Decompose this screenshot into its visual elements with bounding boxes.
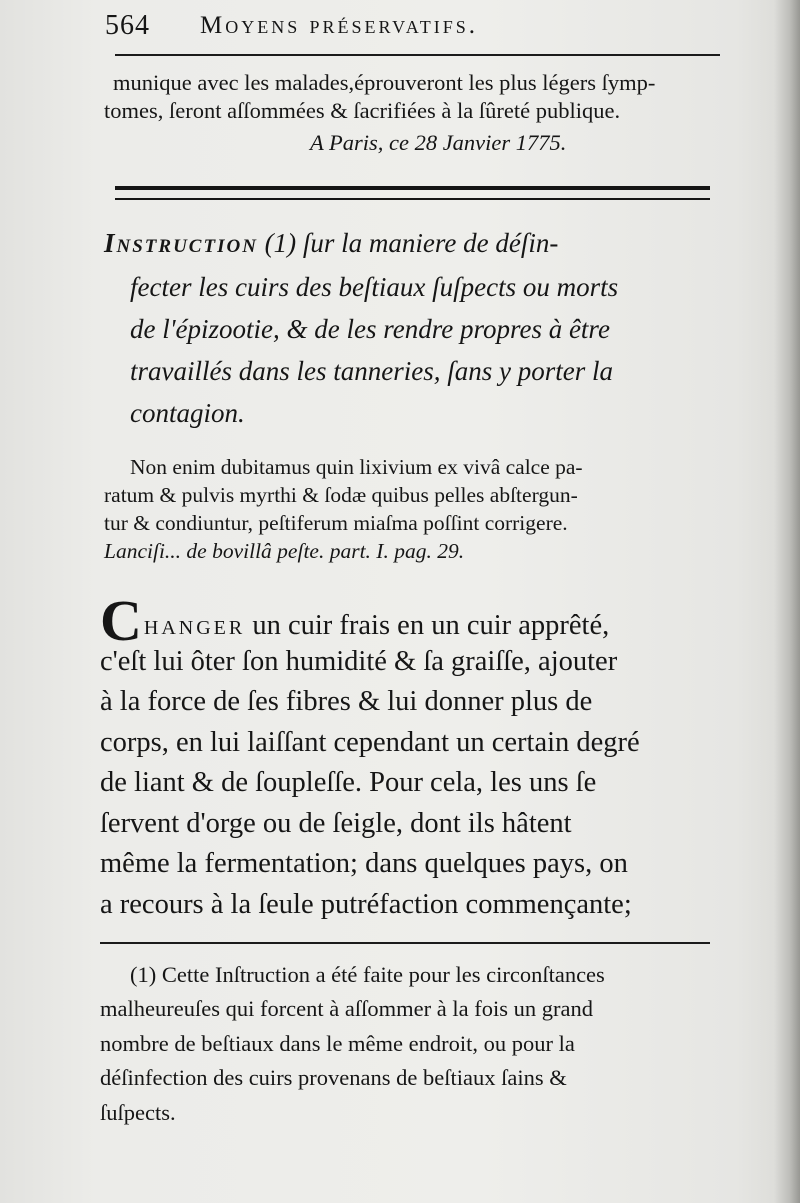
body-line: a recours à la ſeule putréfaction commençante; bbox=[100, 889, 632, 920]
page-edge-shadow bbox=[774, 0, 800, 1203]
text-line: tomes, ſeront aſſommées & ſacrifiées à la ſûreté publique. bbox=[104, 98, 621, 123]
title-line: (1) ſur la maniere de déſin- bbox=[264, 228, 559, 258]
footnote-line: ſuſpects. bbox=[100, 1100, 176, 1125]
footnote-line: malheureuſes qui forcent à aſſommer à la fois un grand bbox=[100, 996, 593, 1021]
opening-word: hanger bbox=[143, 610, 246, 641]
body-line: à la force de ſes fibres & lui donner plus de bbox=[100, 686, 593, 717]
body-line: ſervent d'orge ou de ſeigle, dont ils hâtent bbox=[100, 808, 572, 839]
footnote-line: (1) Cette Inſtruction a été faite pour les circonſtances bbox=[130, 962, 605, 987]
footnote-line: déſinfection des cuirs provenans de beſtiaux ſains & bbox=[100, 1065, 567, 1090]
section-rule-thick bbox=[115, 186, 710, 190]
title-line: travaillés dans les tanneries, ſans y porter la bbox=[130, 356, 613, 386]
drop-cap: C bbox=[100, 588, 142, 653]
body-line: corps, en lui laiſſant cependant un certain degré bbox=[100, 727, 640, 758]
header-rule bbox=[115, 54, 720, 56]
title-line: contagion. bbox=[130, 398, 245, 428]
epigraph-line: Non enim dubitamus quin lixivium ex vivâ calce pa- bbox=[130, 455, 583, 479]
text-line: munique avec les malades,éprouveront les plus légers ſymp- bbox=[113, 70, 656, 95]
body-line: même la fermentation; dans quelques pays, on bbox=[100, 848, 628, 879]
title-line: fecter les cuirs des beſtiaux ſuſpects ou morts bbox=[130, 272, 619, 302]
epigraph-citation: Lanciſi... de bovillâ peſte. part. I. pag. 29. bbox=[104, 539, 465, 563]
page-number: 564 bbox=[105, 10, 150, 41]
page-header bbox=[105, 6, 725, 46]
body-line: c'eſt lui ôter ſon humidité & ſa graiſſe, ajouter bbox=[100, 646, 618, 677]
epigraph-line: ratum & pulvis myrthi & ſodæ quibus pelles abſtergun- bbox=[104, 483, 578, 507]
footnote-line: nombre de beſtiaux dans le même endroit, ou pour la bbox=[100, 1031, 575, 1056]
body-line: de liant & de ſoupleſſe. Pour cela, les uns ſe bbox=[100, 767, 597, 798]
body-line: un cuir frais en un cuir apprêté, bbox=[252, 610, 610, 641]
dateline: A Paris, ce 28 Janvier 1775. bbox=[310, 130, 567, 155]
footnote-rule bbox=[100, 942, 710, 944]
title-lead-word: Instruction bbox=[104, 228, 258, 258]
title-line: de l'épizootie, & de les rendre propres à être bbox=[130, 314, 610, 344]
running-head: Moyens préservatifs. bbox=[200, 12, 479, 39]
section-rule-thin bbox=[115, 198, 710, 200]
epigraph-line: tur & condiuntur, peſtiferum miaſma poſſint corrigere. bbox=[104, 511, 568, 535]
